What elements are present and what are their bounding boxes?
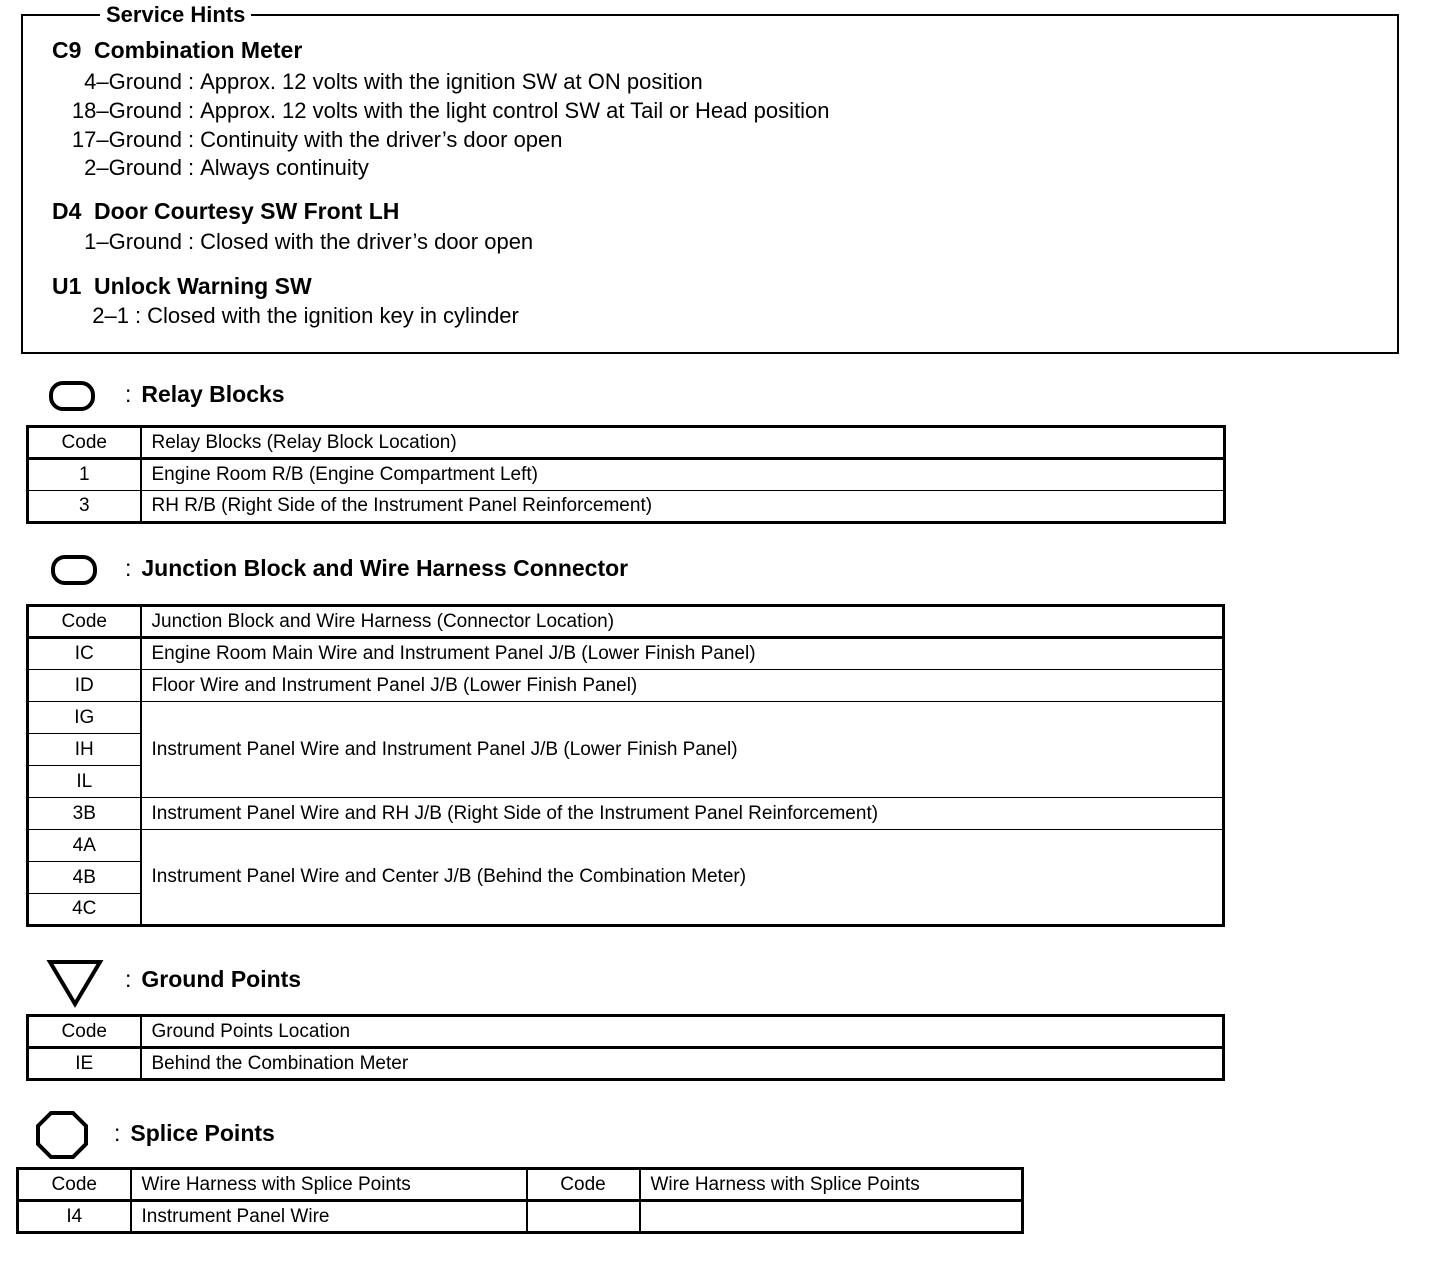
column-header: Code [18, 1169, 131, 1201]
hint-pin: 2–1 [92, 303, 129, 328]
code-cell: 4B [28, 862, 141, 894]
column-header: Relay Blocks (Relay Block Location) [141, 427, 1225, 459]
column-header: Code [28, 606, 141, 638]
relay-blocks-table [26, 425, 1226, 524]
rounded-rect-icon [48, 380, 96, 412]
table-row [28, 1048, 1224, 1080]
code-cell: IH [28, 734, 141, 766]
ground-points-table [26, 1014, 1225, 1081]
component-code: D4 [52, 198, 82, 224]
table-header-row [28, 1016, 1224, 1048]
component-name: Unlock Warning SW [94, 273, 312, 299]
table-row [28, 830, 1224, 862]
code-cell: IG [28, 702, 141, 734]
code-cell: IC [28, 638, 141, 670]
table-header-row [28, 606, 1224, 638]
table-row [28, 491, 1225, 523]
column-header: Wire Harness with Splice Points [131, 1169, 527, 1201]
component-code: U1 [52, 273, 82, 299]
hint-pin: 17–Ground [71, 127, 182, 152]
down-triangle-icon [46, 958, 104, 1008]
code-cell: 4A [28, 830, 141, 862]
hint-pin: 1–Ground [84, 229, 182, 254]
hint-line: 2–Ground : Always continuity [52, 155, 369, 181]
octagon-icon [34, 1109, 90, 1161]
table-row [28, 638, 1224, 670]
code-cell [527, 1201, 640, 1233]
hint-line: 1–Ground : Closed with the driver’s door open [52, 229, 533, 255]
hint-text: Continuity with the driver’s door open [200, 127, 563, 152]
column-header: Wire Harness with Splice Points [640, 1169, 1023, 1201]
location-cell: Floor Wire and Instrument Panel J/B (Lower Finish Panel) [141, 670, 1224, 702]
hint-line: 17–Ground : Continuity with the driver’s door open [52, 127, 563, 153]
component-name: Combination Meter [94, 37, 303, 63]
location-cell: Instrument Panel Wire and RH J/B (Right Side of the Instrument Panel Reinforcement) [141, 798, 1224, 830]
location-cell: Engine Room Main Wire and Instrument Panel J/B (Lower Finish Panel) [141, 638, 1224, 670]
table-row [18, 1201, 1023, 1233]
location-cell: RH R/B (Right Side of the Instrument Panel Reinforcement) [141, 491, 1225, 523]
column-header: Code [28, 427, 141, 459]
location-cell: Instrument Panel Wire and Instrument Panel J/B (Lower Finish Panel) [141, 702, 1224, 798]
hint-line: 4–Ground : Approx. 12 volts with the ignition SW at ON position [52, 69, 703, 95]
hint-line: 2–1 : Closed with the ignition key in cylinder [52, 303, 519, 329]
component-heading-d4 [52, 198, 399, 225]
hint-text: Approx. 12 volts with the ignition SW at ON position [200, 69, 703, 94]
location-cell: Engine Room R/B (Engine Compartment Left) [141, 459, 1225, 491]
code-cell: IL [28, 766, 141, 798]
junction-block-heading: : Junction Block and Wire Harness Connector [125, 555, 629, 581]
table-row [28, 798, 1224, 830]
column-header: Code [527, 1169, 640, 1201]
hint-text: Always continuity [200, 155, 369, 180]
splice-points-table [16, 1167, 1024, 1234]
column-header: Ground Points Location [141, 1016, 1224, 1048]
harness-cell [640, 1201, 1023, 1233]
code-cell: ID [28, 670, 141, 702]
hint-text: Closed with the ignition key in cylinder [147, 303, 519, 328]
code-cell: 1 [28, 459, 141, 491]
service-hints-title: Service Hints [100, 2, 251, 28]
code-cell: 4C [28, 894, 141, 926]
location-cell: Instrument Panel Wire and Center J/B (Behind the Combination Meter) [141, 830, 1224, 926]
harness-cell: Instrument Panel Wire [131, 1201, 527, 1233]
table-row [28, 670, 1224, 702]
component-heading-u1 [52, 273, 312, 300]
hint-pin: 2–Ground [84, 155, 182, 180]
table-header-row [18, 1169, 1023, 1201]
relay-blocks-heading: : Relay Blocks [125, 381, 285, 407]
code-cell: 3B [28, 798, 141, 830]
hint-text: Closed with the driver’s door open [200, 229, 534, 254]
splice-points-heading: : Splice Points [114, 1120, 275, 1146]
ground-points-heading: : Ground Points [125, 966, 302, 992]
column-header: Junction Block and Wire Harness (Connector Location) [141, 606, 1224, 638]
code-cell: 3 [28, 491, 141, 523]
table-row [28, 459, 1225, 491]
hint-pin: 18–Ground [71, 98, 182, 123]
table-header-row [28, 427, 1225, 459]
location-cell: Behind the Combination Meter [141, 1048, 1224, 1080]
code-cell: I4 [18, 1201, 131, 1233]
component-code: C9 [52, 37, 82, 63]
table-row [28, 702, 1224, 734]
component-name: Door Courtesy SW Front LH [94, 198, 400, 224]
column-header: Code [28, 1016, 141, 1048]
component-heading-c9 [52, 37, 302, 64]
hint-text: Approx. 12 volts with the light control SW at Tail or Head position [200, 98, 830, 123]
code-cell: IE [28, 1048, 141, 1080]
hint-line: 18–Ground : Approx. 12 volts with the light control SW at Tail or Head position [52, 98, 829, 124]
hint-pin: 4–Ground [84, 69, 182, 94]
junction-block-table [26, 604, 1225, 927]
rounded-rect-icon [50, 554, 98, 586]
